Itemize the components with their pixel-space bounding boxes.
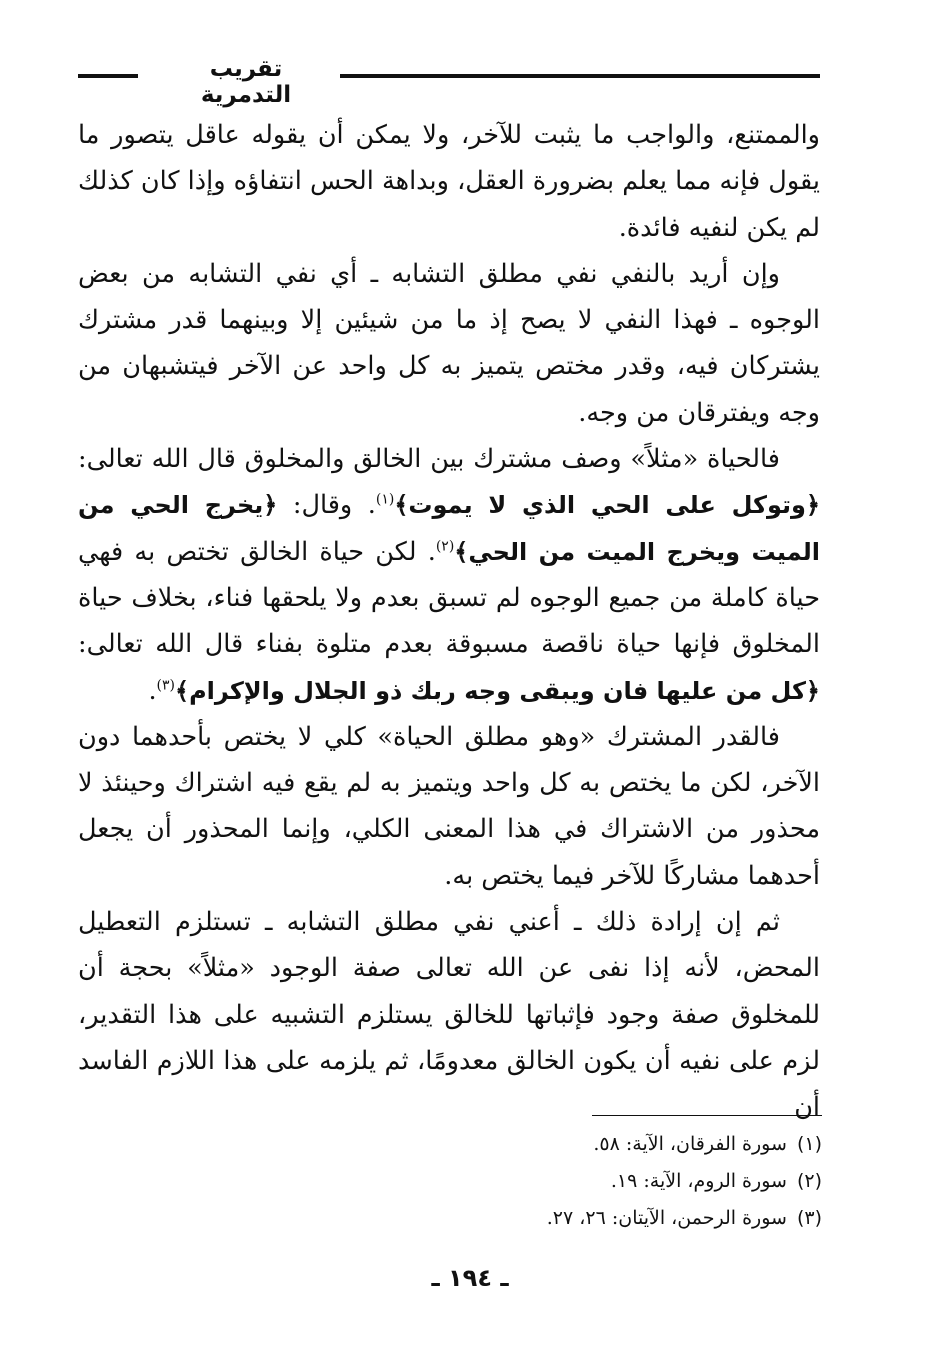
paragraph bbox=[78, 436, 820, 714]
header-rule-left bbox=[78, 74, 138, 78]
page-number: ـ ١٩٤ ـ bbox=[431, 1264, 509, 1292]
footnote-number: (٣) bbox=[796, 1207, 822, 1229]
footnote-number: (١) bbox=[796, 1133, 822, 1155]
footnote-item bbox=[400, 1200, 822, 1237]
footnote-ref: (١) bbox=[375, 491, 395, 508]
paragraph-text: ثم إن إرادة ذلك ـ أعني نفي مطلق التشابه ـ تستلزم التعطيل المحض، لأنه إذا نفى عن الله تعالى صفة الوجود «مثلاً» بحجة أن للمخلوق صفة وجود فإثباتها للخالق يستلزم التشبيه على هذا التقدير، لزم على نفيه أن يكون الخالق معدومًا، ثم يلزمه على هذا اللازم الفاسد أن bbox=[78, 907, 820, 1123]
header-rule-right bbox=[340, 74, 820, 78]
paragraph-text: . وقال: bbox=[277, 490, 376, 521]
paragraph bbox=[78, 714, 820, 899]
footnote-separator bbox=[592, 1115, 822, 1116]
paragraph-text: . لكن حياة الخالق تختص به فهي حياة كاملة من جميع الوجوه لم تسبق بعدم ولا يلحقها فناء، بخلاف حياة المخلوق فإنها حياة ناقصة مسبوقة بعدم متلوة بفناء قال الله تعالى: bbox=[78, 536, 820, 660]
paragraph bbox=[78, 251, 820, 436]
footnote-item bbox=[400, 1126, 822, 1163]
footnote-item bbox=[400, 1163, 822, 1200]
paragraph-text: وإن أريد بالنفي نفي مطلق التشابه ـ أي نفي التشابه من بعض الوجوه ـ فهذا النفي لا يصح إذ ما من شيئين إلا وبينهما قدر مشترك يشتركان فيه، وقدر مختص يتميز به كل واحد عن الآخر فيتشبهان من وجه ويفترقان من وجه. bbox=[78, 258, 820, 428]
footnote-text: سورة الروم، الآية: ١٩. bbox=[610, 1170, 787, 1192]
footnote-text: سورة الفرقان، الآية: ٥٨. bbox=[593, 1133, 787, 1155]
running-header bbox=[78, 56, 820, 108]
paragraph-text: فالقدر المشترك «وهو مطلق الحياة» كلي لا يختص بأحدهما دون الآخر، لكن ما يختص به كل واحد ويتميز به لم يقع فيه اشتراك وحينئذ لا محذور من الاشتراك في هذا المعنى الكلي، وإنما المحذور أن يجعل أحدهما مشاركًا للآخر فيما يختص به. bbox=[78, 721, 820, 891]
footnote-ref: (٣) bbox=[156, 677, 176, 694]
footnote-text: سورة الرحمن، الآيتان: ٢٦، ٢٧. bbox=[546, 1207, 787, 1229]
footnote-ref: (٢) bbox=[435, 538, 455, 555]
quran-verse: ﴿يخرج الحي من الميت ويخرج الميت من الحي﴾ bbox=[78, 491, 821, 566]
quran-verse: ﴿وتوكل على الحي الذي لا يموت﴾ bbox=[394, 491, 821, 520]
footnote-number: (٢) bbox=[796, 1170, 822, 1192]
paragraph bbox=[78, 112, 820, 251]
main-text bbox=[78, 112, 820, 1131]
paragraph-text: فالحياة «مثلاً» وصف مشترك بين الخالق والمخلوق قال الله تعالى: bbox=[78, 444, 780, 475]
footnotes bbox=[400, 1126, 822, 1237]
paragraph-text: والممتنع، والواجب ما يثبت للآخر، ولا يمكن أن يقوله عاقل يتصور ما يقول فإنه مما يعلم بضرورة العقل، وبداهة الحس انتفاؤه وإذا كان كذلك لم يكن لنفيه فائدة. bbox=[78, 120, 820, 243]
quran-verse: ﴿كل من عليها فان ويبقى وجه ربك ذو الجلال والإكرام﴾ bbox=[175, 676, 820, 705]
paragraph bbox=[78, 899, 820, 1130]
paragraph-text: . bbox=[148, 675, 157, 706]
running-header-title: تقريب التدمرية bbox=[200, 56, 292, 108]
